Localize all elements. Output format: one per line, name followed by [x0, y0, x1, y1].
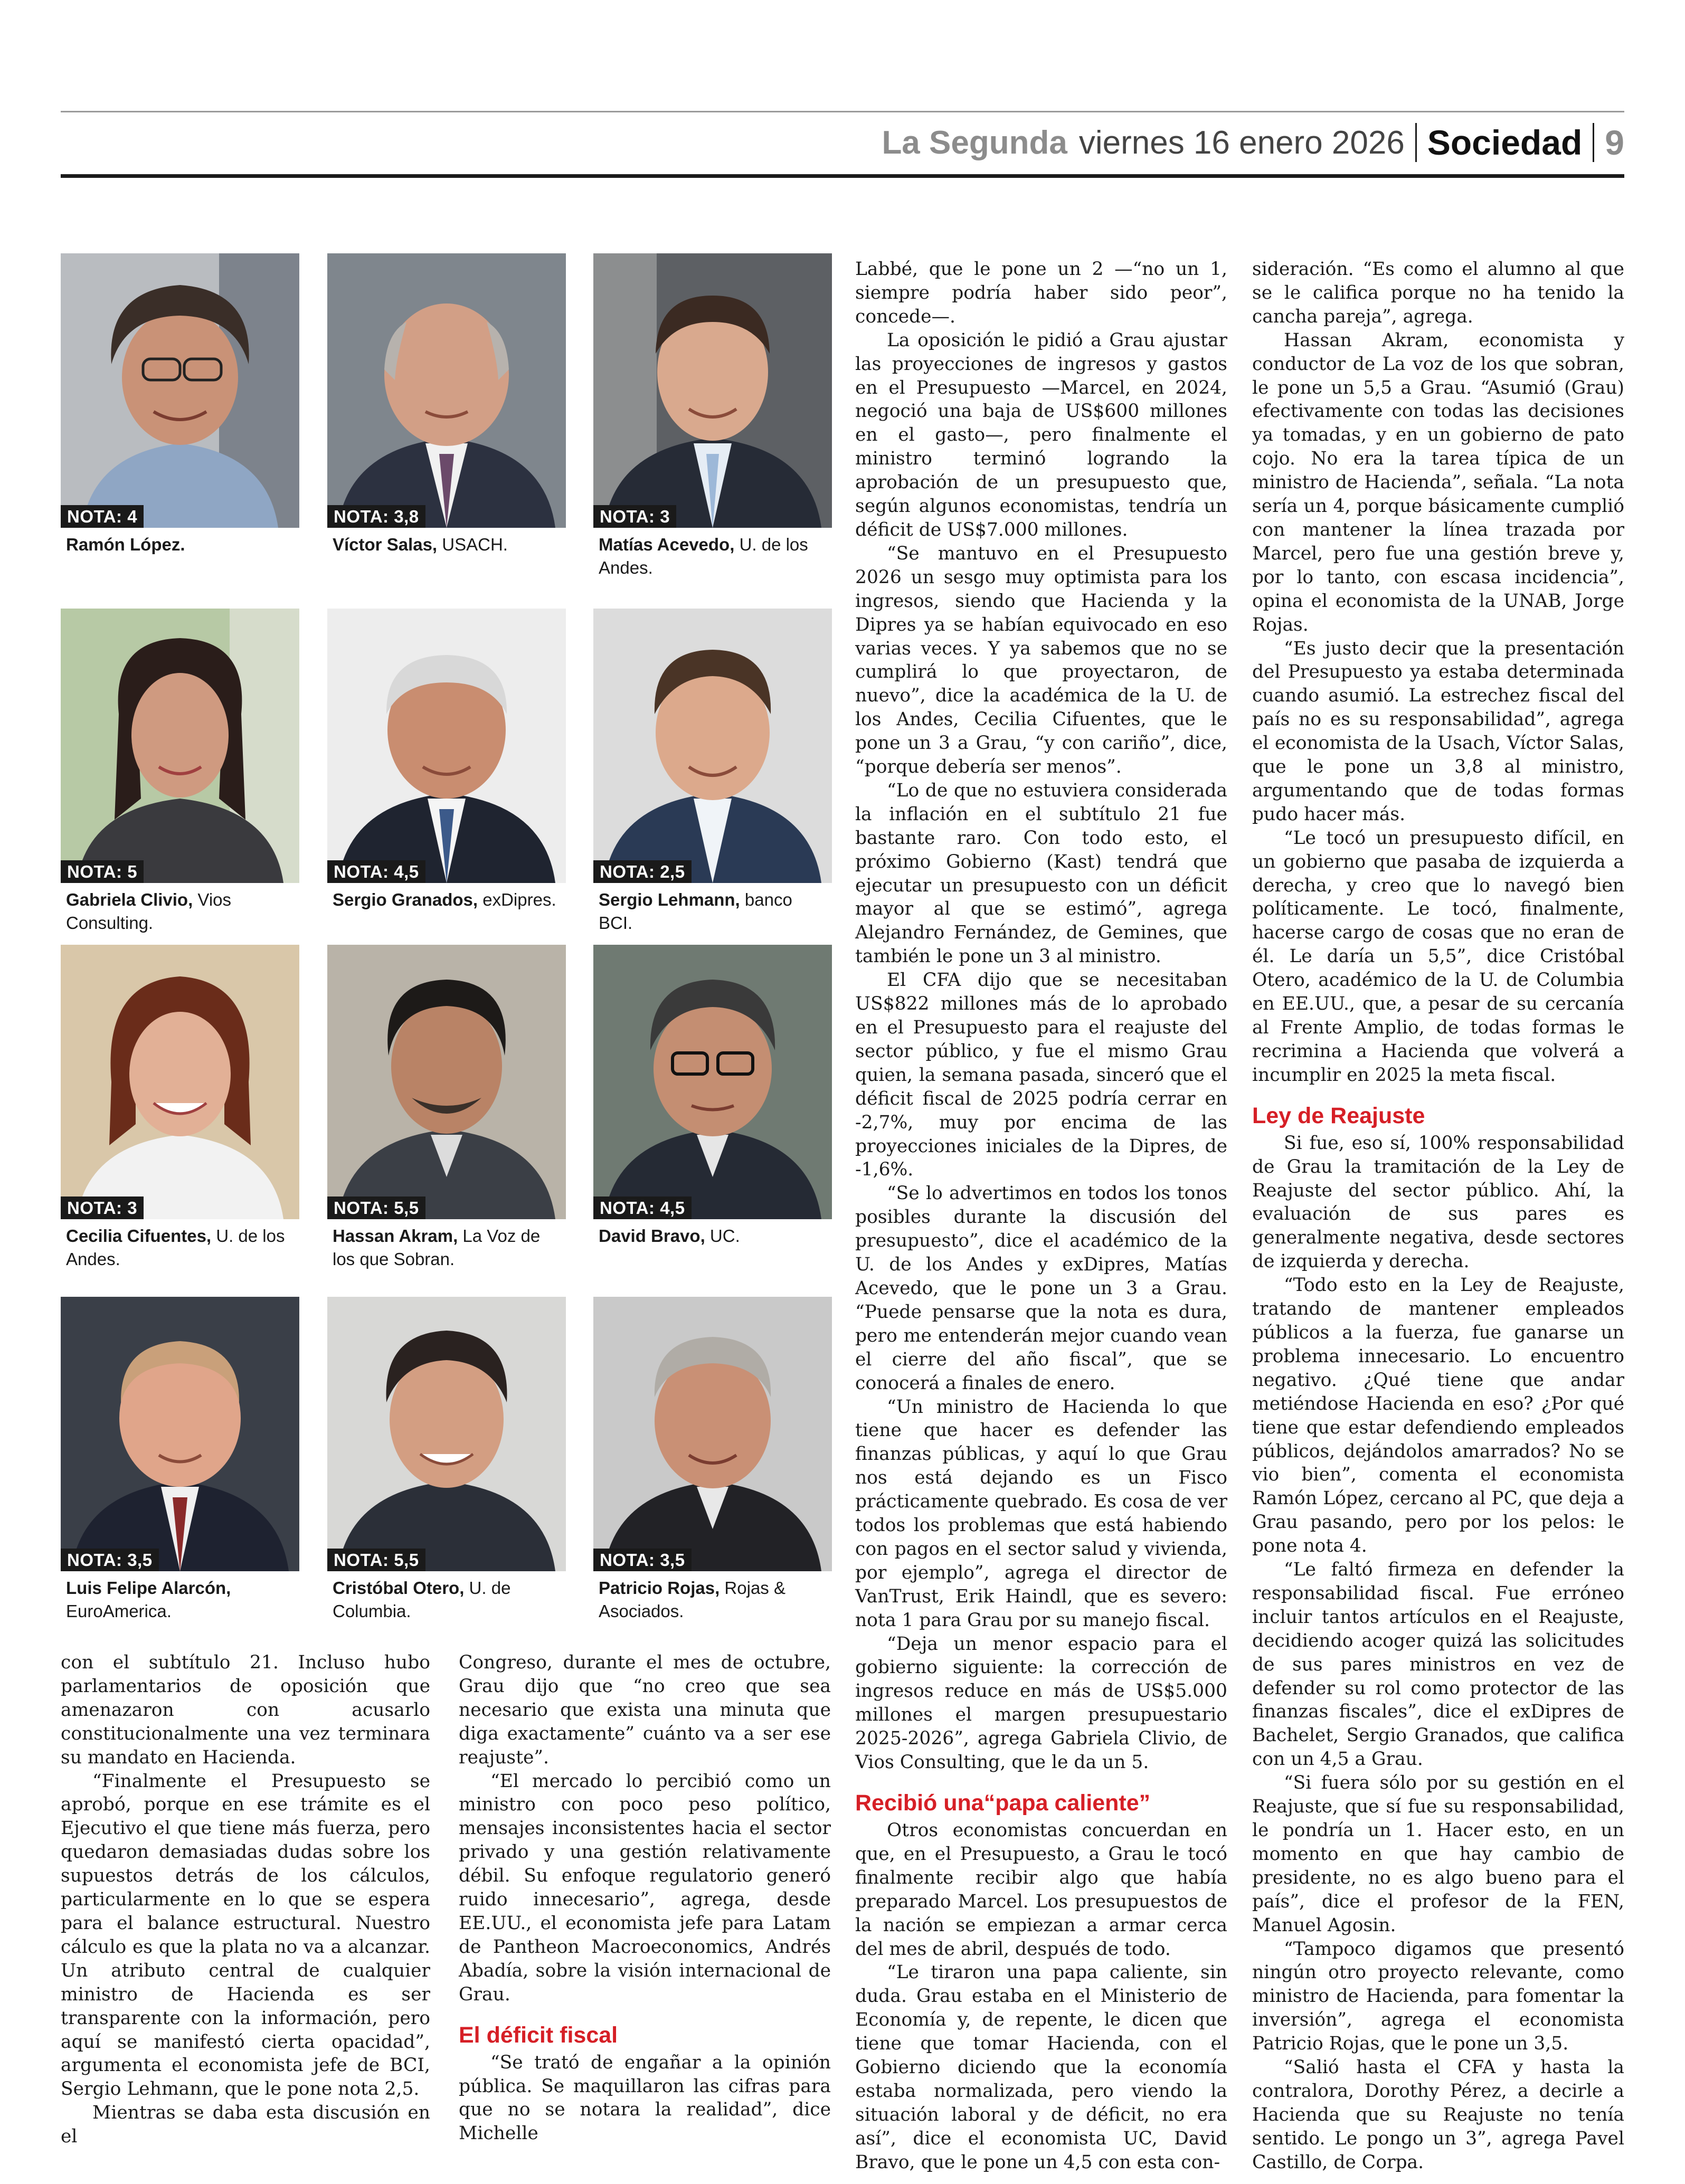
- person-name: Cristóbal Otero,: [333, 1578, 465, 1598]
- subheading-papa-caliente: Recibió una“papa caliente”: [855, 1790, 1151, 1816]
- portrait-photo: [327, 253, 566, 528]
- person-name: Cecilia Cifuentes,: [66, 1226, 212, 1246]
- article-paragraph: Otros economistas concuerdan en que, en el Presupuesto, a Grau le tocó finalmente recibir algo que había preparado Marcel. Los presupuestos de la nación se empiezan a armar cerca del mes de abril, después de todo.: [855, 1820, 1227, 1960]
- article-paragraph: “Se lo advertimos en todos los tonos posibles durante la discusión del presupuesto”, dice el académico de la U. de los Andes y exDipres, Matías Acevedo, que le pone un 3 a Grau. “Puede pensarse que la nota es dura, pero me entenderán mejor cuando vean el cierre del año fiscal”, que se conocerá a finales de enero.: [855, 1183, 1227, 1394]
- nota-badge: NOTA: 4,5: [327, 860, 425, 883]
- person-name: Sergio Granados,: [333, 890, 478, 909]
- portrait-photo: [327, 609, 566, 883]
- article-paragraph: “Deja un menor espacio para el gobierno siguiente: la corrección de ingresos reduce en más de US$5.000 millones el margen presupuestario 2025-2026”, agrega Gabriela Clivio, de Vios Consulting, que le da un 5.: [855, 1633, 1227, 1773]
- person-caption: [66, 1224, 298, 1271]
- page-number: 9: [1605, 123, 1624, 162]
- article-paragraph: “Le tiraron una papa caliente, sin duda. Grau estaba en el Ministerio de Economía y, de repente, le dicen que tiene que tomar Hacienda, con el Gobierno diciendo que la economía estaba normalizada, pero viendo la situación laboral y de déficit, no era así”, dice el economista UC, David Bravo, que le pone un 4,5 con esta con-: [855, 1962, 1227, 2173]
- person-caption: [66, 888, 298, 935]
- person-affiliation: banco BCI.: [599, 890, 792, 933]
- person-caption: [66, 1577, 298, 1623]
- article-paragraph: El CFA dijo que se necesitaban US$822 millones más de lo aprobado en el Presupuesto para el reajuste del sector público, y fue el mismo Grau quien, la semana pasada, sinceró que el déficit fiscal de 2025 podría cerrar en -2,7%, muy por encima de las proyecciones iniciales de la Dipres, de -1,6%.: [855, 970, 1227, 1181]
- person-name: Patricio Rojas,: [599, 1578, 720, 1598]
- article-paragraph: Hassan Akram, economista y conductor de La voz de los que sobran, le pone un 5,5 a Grau. “Asumió (Grau) efectivamente con todas las decisiones ya tomadas, y en un gobierno de pato cojo. No era la tarea típica de un ministro de Hacienda”, señala. “La nota sería un 4, porque básicamente cumplió con mantener la línea trazada por Marcel, pero fue una gestión breve y, por lo tanto, con escasa incidencia”, opina el economista de la UNAB, Jorge Rojas.: [1252, 329, 1624, 635]
- person-caption: [599, 888, 831, 935]
- portrait-photo: [61, 253, 299, 528]
- header-bottom-rule: [61, 174, 1624, 178]
- article-paragraph: “Un ministro de Hacienda lo que tiene que hacer es defender las finanzas públicas, y aquí lo que Grau nos está dejando es un Fisco prácticamente quebrado. Es cosa de ver todos los problemas que está habiendo con pagos en el sector salud y vivienda, por ejemplo”, agrega el director de VanTrust, Erik Haindl, que es severo: nota 1 para Grau por su manejo fiscal.: [855, 1396, 1227, 1631]
- portrait-photo: [327, 945, 566, 1219]
- nota-badge: NOTA: 5: [61, 860, 144, 883]
- nota-badge: NOTA: 2,5: [593, 860, 692, 883]
- person-affiliation: Rojas & Asociados.: [599, 1578, 785, 1621]
- person-affiliation: U. de Columbia.: [333, 1578, 511, 1621]
- person-caption: [599, 1577, 831, 1623]
- nota-badge: NOTA: 3,5: [61, 1549, 159, 1571]
- person-affiliation: U. de los Andes.: [66, 1226, 285, 1269]
- page-header: [882, 117, 1624, 168]
- nota-badge: NOTA: 5,5: [327, 1197, 425, 1219]
- person-caption: [333, 888, 565, 911]
- article-column-3: [855, 258, 1227, 2174]
- publication-name: La Segunda: [882, 124, 1067, 161]
- person-affiliation: EuroAmerica.: [66, 1601, 172, 1621]
- person-caption: [599, 1224, 831, 1248]
- nota-badge: NOTA: 3,5: [593, 1549, 692, 1571]
- header-top-rule: [61, 111, 1624, 112]
- person-name: David Bravo,: [599, 1226, 705, 1246]
- section-name: Sociedad: [1427, 123, 1583, 162]
- person-affiliation: La Voz de los que Sobran.: [333, 1226, 541, 1269]
- article-paragraph: “Todo esto en la Ley de Reajuste, tratando de mantener empleados públicos a la fuerza, fue ganarse un problema innecesario. Lo encuentro negativo. ¿Qué tiene que andar metiéndose Hacienda en eso? ¿Por qué tiene que estar defendiendo empleados públicos, dejándolos amarrados? No se vio bien”, comenta el economista Ramón López, cercano al PC, que deja a Grau pasando, pero por los pelos: le pone nota 4.: [1252, 1275, 1624, 1557]
- portrait-photo: [593, 253, 832, 528]
- person-affiliation: exDipres.: [482, 890, 556, 909]
- person-caption: [66, 533, 298, 556]
- article-paragraph: “Es justo decir que la presentación del Presupuesto ya estaba determinada cuando asumió. La estrechez fiscal del país no es su responsabilidad”, agrega el economista de la Usach, Víctor Salas, que le pone un 3,8 al ministro, argumentando que de todas formas pudo hacer más.: [1252, 638, 1624, 825]
- article-paragraph: “Tampoco digamos que presentó ningún otro proyecto relevante, como ministro de Hacienda, para fomentar la inversión”, agrega el economista Patricio Rojas, que le pone un 3,5.: [1252, 1938, 1624, 2055]
- header-divider: [1415, 123, 1417, 162]
- article-paragraph: sideración. “Es como el alumno al que se le califica porque no ha tenido la cancha pareja”, agrega.: [1252, 259, 1624, 327]
- portrait-photo: [61, 1297, 299, 1571]
- person-caption: [333, 533, 565, 556]
- portrait-photo: [593, 945, 832, 1219]
- portrait-photo: [61, 609, 299, 883]
- person-name: Luis Felipe Alarcón,: [66, 1578, 231, 1598]
- article-paragraph: “Le tocó un presupuesto difícil, en un gobierno que pasaba de izquierda a derecha, y creo que lo navegó bien políticamente. Le tocó, finalmente, hacerse cargo de cosas que no eran de él. Le daría un 5,5”, dice Cristóbal Otero, académico de la U. de Columbia en EE.UU., que, a pesar de su cercanía al Frente Amplio, de todas formas le recrimina a Hacienda que volverá a incumplir en 2025 la meta fiscal.: [1252, 827, 1624, 1086]
- issue-date: viernes 16 enero 2026: [1078, 124, 1405, 161]
- article-paragraph: Labbé, que le pone un 2 —“no un 1, siempre podría haber sido peor”, concede—.: [855, 259, 1227, 327]
- nota-badge: NOTA: 5,5: [327, 1549, 425, 1571]
- portrait-photo: [61, 945, 299, 1219]
- person-affiliation: USACH.: [442, 535, 508, 554]
- article-column-2: [459, 1651, 831, 2145]
- nota-badge: NOTA: 4,5: [593, 1197, 692, 1219]
- article-paragraph: “El mercado lo percibió como un ministro con poco peso político, mensajes inconsistentes hacia el sector privado y una gestión relativamente débil. Su enfoque regulatorio generó ruido innecesario”, agrega, desde EE.UU., el economista jefe para Latam de Pantheon Macroeconomics, Andrés Abadía, sobre la visión internacional de Grau.: [459, 1770, 831, 2005]
- person-affiliation: U. de los Andes.: [599, 535, 808, 577]
- subheading-ley-de-reajuste: Ley de Reajuste: [1252, 1103, 1425, 1128]
- person-affiliation: Vios Consulting.: [66, 890, 232, 933]
- article-paragraph: Mientras se daba esta discusión en el: [61, 2102, 430, 2148]
- nota-badge: NOTA: 3,8: [327, 505, 425, 528]
- article-paragraph: “Si fuera sólo por su gestión en el Reajuste, que sí fue su responsabilidad, le pondría un 1. Hacer esto, en un momento en que hay cambio de presidente, no es algo bueno para el país”, dice el profesor de la FEN, Manuel Agosin.: [1252, 1772, 1624, 1936]
- person-name: Gabriela Clivio,: [66, 890, 193, 909]
- nota-badge: NOTA: 4: [61, 505, 144, 528]
- article-column-1: [61, 1651, 430, 2149]
- person-name: Matías Acevedo,: [599, 535, 735, 554]
- article-column-4: [1252, 258, 1624, 2174]
- portrait-photo: [327, 1297, 566, 1571]
- header-divider: [1593, 123, 1594, 162]
- article-paragraph: La oposición le pidió a Grau ajustar las proyecciones de ingresos y gastos en el Presupuesto —Marcel, en 2024, negoció una baja de US$600 millones en el gasto—, pero finalmente el ministro terminó logrando la aprobación de un presupuesto que, según algunos economistas, tendría un déficit de US$7.000 millones.: [855, 329, 1227, 540]
- nota-badge: NOTA: 3: [61, 1197, 144, 1219]
- article-paragraph: “Le faltó firmeza en defender la responsabilidad fiscal. Fue erróneo incluir tantos artículos en el Reajuste, decidiendo acoger quizá las solicitudes de sus pares ministros en vez de defender su rol como protector de las finanzas fiscales”, dice el exDipres de Bachelet, Sergio Granados, que califica con un 4,5 a Grau.: [1252, 1559, 1624, 1770]
- portrait-photo: [593, 1297, 832, 1571]
- nota-badge: NOTA: 3: [593, 505, 676, 528]
- article-paragraph: “Finalmente el Presupuesto se aprobó, porque en ese trámite es el Ejecutivo el que tiene más fuerza, pero quedaron demasiadas dudas sobre los supuestos detrás de los cálculos, particularmente en lo que se espera para el balance estructural. Nuestro cálculo es que la plata no va a alcanzar. Un atributo central de cualquier ministro de Hacienda es ser transparente con la información, pero aquí se manifestó cierta opacidad”, argumenta el economista jefe de BCI, Sergio Lehmann, que le pone nota 2,5.: [61, 1770, 430, 2100]
- person-affiliation: UC.: [709, 1226, 740, 1246]
- article-paragraph: Congreso, durante el mes de octubre, Grau dijo que “no creo que sea necesario que exista una minuta que diga exactamente” cuánto va a ser ese reajuste”.: [459, 1652, 831, 1768]
- article-paragraph: “Lo de que no estuviera considerada la inflación en el subtítulo 21 fue bastante raro. Con todo esto, el próximo Gobierno (Kast) tendrá que ejecutar un presupuesto con un déficit mayor al que se estimó”, agrega Alejandro Fernández, de Gemines, que también le pone un 3 al ministro.: [855, 780, 1227, 967]
- person-name: Hassan Akram,: [333, 1226, 458, 1246]
- article-paragraph: con el subtítulo 21. Incluso hubo parlamentarios de oposición que amenazaron con acusarlo constitucionalmente una vez terminara su mandato en Hacienda.: [61, 1652, 430, 1768]
- article-paragraph: Si fue, eso sí, 100% responsabilidad de Grau la tramitación de la Ley de Reajuste del sector público. Ahí, la evaluación de sus pares es generalmente negativa, desde sectores de izquierda y derecha.: [1252, 1132, 1624, 1273]
- person-caption: [599, 533, 831, 580]
- article-paragraph: “Se trató de engañar a la opinión pública. Se maquillaron las cifras para que no se notara la realidad”, dice Michelle: [459, 2052, 831, 2144]
- article-paragraph: “Se mantuvo en el Presupuesto 2026 un sesgo muy optimista para los ingresos, siendo que Hacienda y la Dipres ya se habían equivocado en eso varias veces. Y ya sabemos que no se cumplirá lo que proyectaron, de nuevo”, dice la académica de la U. de los Andes, Cecilia Cifuentes, que le pone un 3 a Grau, “y con cariño”, dice, “porque debería ser menos”.: [855, 543, 1227, 778]
- person-name: Sergio Lehmann,: [599, 890, 740, 909]
- article-paragraph: “Salió hasta el CFA y hasta la contralora, Dorothy Pérez, a decirle a Hacienda que su Reajuste no tenía sentido. Le pongo un 3”, agrega Pavel Castillo, de Corpa.: [1252, 2057, 1624, 2173]
- portrait-photo: [593, 609, 832, 883]
- person-caption: [333, 1577, 565, 1623]
- person-caption: [333, 1224, 565, 1271]
- person-name: Ramón López.: [66, 535, 185, 554]
- person-name: Víctor Salas,: [333, 535, 438, 554]
- subheading-deficit-fiscal: El déficit fiscal: [459, 2022, 618, 2048]
